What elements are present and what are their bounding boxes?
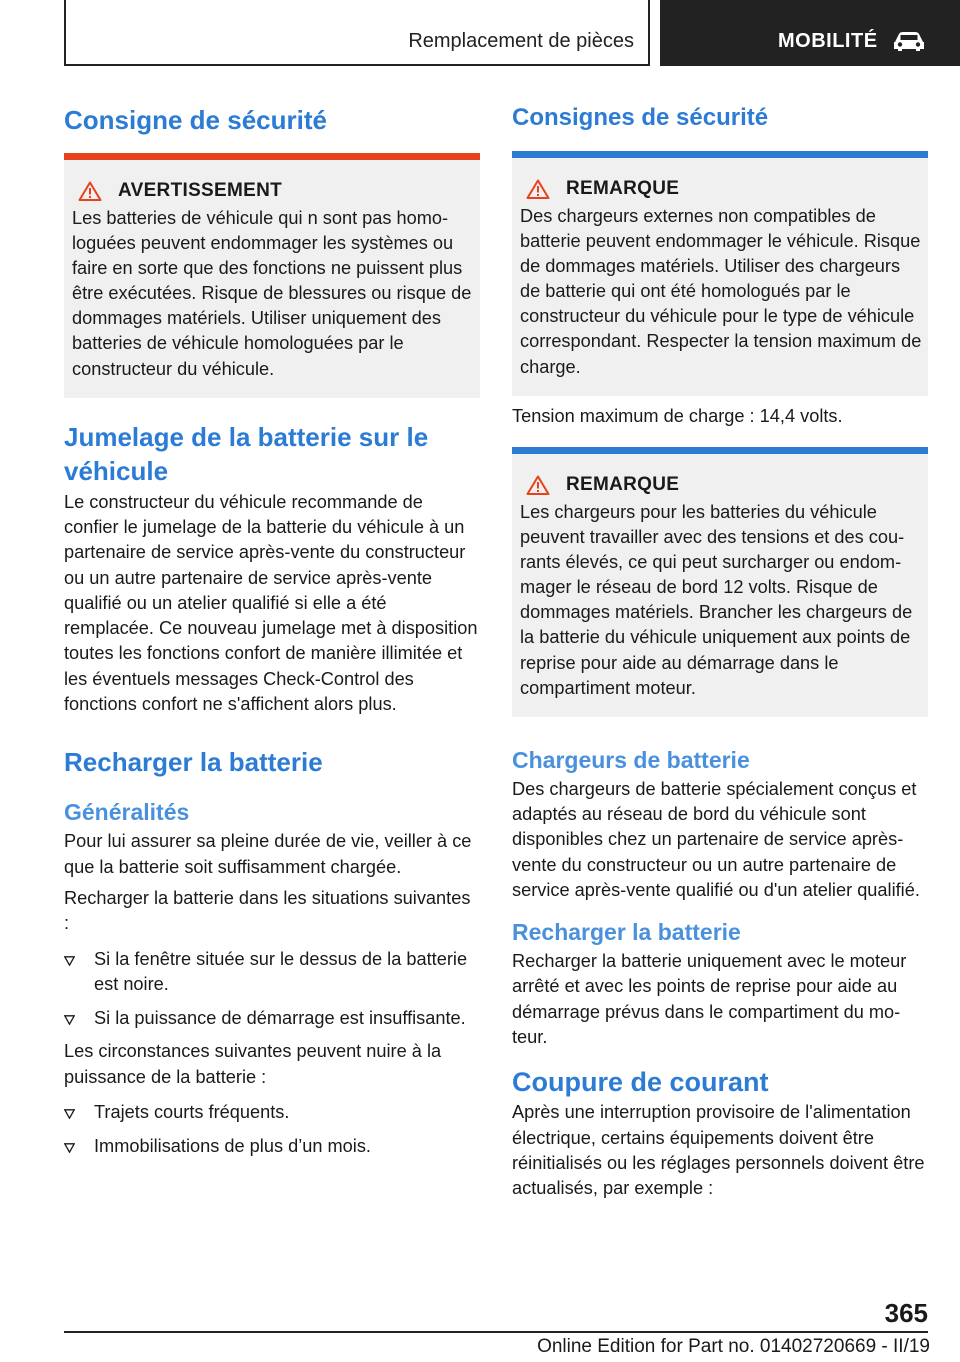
power-cut-paragraph: Après une interruption provisoire de l'alimentation électrique, certains équipements doivent être réinitialisés ou les réglages personnels doivent être actualisés, par exemple : [512, 1102, 925, 1199]
car-icon [892, 30, 926, 52]
note-2-label: REMARQUE [566, 473, 680, 495]
footer-edition: Online Edition for Part no. 01402720669 - II/19 [537, 1336, 930, 1357]
note-box-2 [512, 447, 928, 717]
list-item-text: Immobilisations de plus d’un mois. [94, 1136, 371, 1157]
bullet-triangle-icon [64, 1143, 75, 1153]
list-item [64, 1006, 480, 1031]
right-column [512, 95, 928, 1202]
header-section-tab [64, 0, 650, 66]
note-box-1 [512, 151, 928, 396]
header-chapter-label: MOBILITÉ [778, 30, 878, 52]
heading-recharge-battery: Recharger la batterie [64, 747, 323, 778]
heading-general: Généralités [64, 799, 190, 826]
warning-label: AVERTISSEMENT [118, 180, 283, 201]
general-paragraph-2: Recharger la batterie dans les situations suivantes : [64, 887, 471, 934]
list-item-text: Trajets courts fréquents. [94, 1102, 290, 1122]
note-2-text: Les chargeurs pour les batteries du véhicule peuvent travailler avec des tensions et des courants élevés, ce qui peut surcharger ou endommager le réseau de bord 12 volts. Risque de dommages matériels. Brancher les chargeurs de la batterie du véhicule uniquement aux points de reprise pour aide au démarrage dans le compartiment moteur. [520, 501, 913, 698]
bullet-triangle-icon [64, 1015, 75, 1025]
list-item [64, 947, 480, 998]
heading-safety-notices: Consignes de sécurité [512, 104, 769, 131]
bullet-triangle-icon [64, 1109, 75, 1119]
max-voltage-text: Tension maximum de charge : 14,4 volts. [512, 405, 843, 426]
footer-divider [64, 1331, 928, 1333]
chargers-paragraph: Des chargeurs de batterie spécialement conçus et adaptés au réseau de bord du véhicule sont disponibles chez un partenaire de service après-vente du constructeur ou un autre partenaire de service après-vente qualifié ou d'un atelier qualifié. [512, 778, 920, 900]
warning-triangle-icon [526, 179, 550, 199]
warning-triangle-icon [526, 475, 550, 495]
list-item [64, 1134, 480, 1159]
heading-battery-chargers: Chargeurs de batterie [512, 746, 750, 773]
note-box-2-header [520, 474, 922, 496]
header-chapter-tab [660, 0, 960, 66]
circumstances-list [64, 1100, 480, 1160]
heading-recharge-battery-right: Recharger la batterie [512, 919, 741, 946]
heading-power-cut: Coupure de courant [512, 1067, 769, 1098]
bullet-triangle-icon [64, 956, 75, 966]
warning-text: Les batteries de véhicule qui n sont pas homologuées peuvent endommager les systèmes ou faire en sorte que des fonctions ne puissent plus être exécutées. Risque de blessures ou risque de dommages matériels. Utiliser uniquement des batteries de véhicule homologuées par le constructeur du véhicule. [72, 208, 472, 379]
header-section-title: Remplacement de pièces [408, 30, 634, 52]
list-item-text: Si la fenêtre située sur le dessus de la batterie est noire. [94, 948, 468, 994]
list-item [64, 1100, 480, 1125]
recharge-paragraph: Recharger la batterie uniquement avec le moteur arrêté et avec les points de reprise pour aide au démarrage prévus dans le compartiment du moteur. [512, 951, 907, 1048]
left-column [64, 95, 480, 1160]
general-paragraph-3: Les circonstances suivantes peuvent nuire à la puissance de la batterie : [64, 1041, 442, 1087]
warning-box [64, 153, 480, 398]
note-1-label: REMARQUE [566, 178, 680, 199]
pairing-paragraph: Le constructeur du véhicule recommande de confier le jumelage de la batterie du véhicule à un partenaire de service après-vente du constructeur ou un autre partenaire de service après-vente qualifié ou un atelier qualifié si elle a été remplacée. Ce nouveau jumelage met à disposition toutes les fonctions confort de manière illimitée et les éventuels messages Check-Control des fonctions confort ne s'affichent alors plus. [64, 491, 478, 715]
warning-box-header [72, 180, 474, 202]
warning-triangle-icon [78, 181, 102, 201]
general-paragraph-1: Pour lui assurer sa pleine durée de vie, veiller à ce que la batterie soit suffisamment chargée. [64, 831, 472, 877]
note-box-1-header [520, 178, 922, 200]
heading-safety-notice: Consigne de sécurité [64, 105, 327, 135]
list-item-text: Si la puissance de démarrage est insuffisante. [94, 1008, 466, 1029]
page-number: 365 [884, 1298, 928, 1328]
heading-battery-pairing: Jumelage de la batterie sur le véhicule [64, 421, 429, 486]
note-1-text: Des chargeurs externes non compatibles de batterie peuvent endommager le véhicule. Risque de dommages matériels. Utiliser des chargeurs de batterie qui ont été homologués par le constructeur du véhicule pour le type de véhicule correspondant. Respecter la tension maximum de charge. [520, 206, 922, 377]
situations-list [64, 947, 480, 1032]
